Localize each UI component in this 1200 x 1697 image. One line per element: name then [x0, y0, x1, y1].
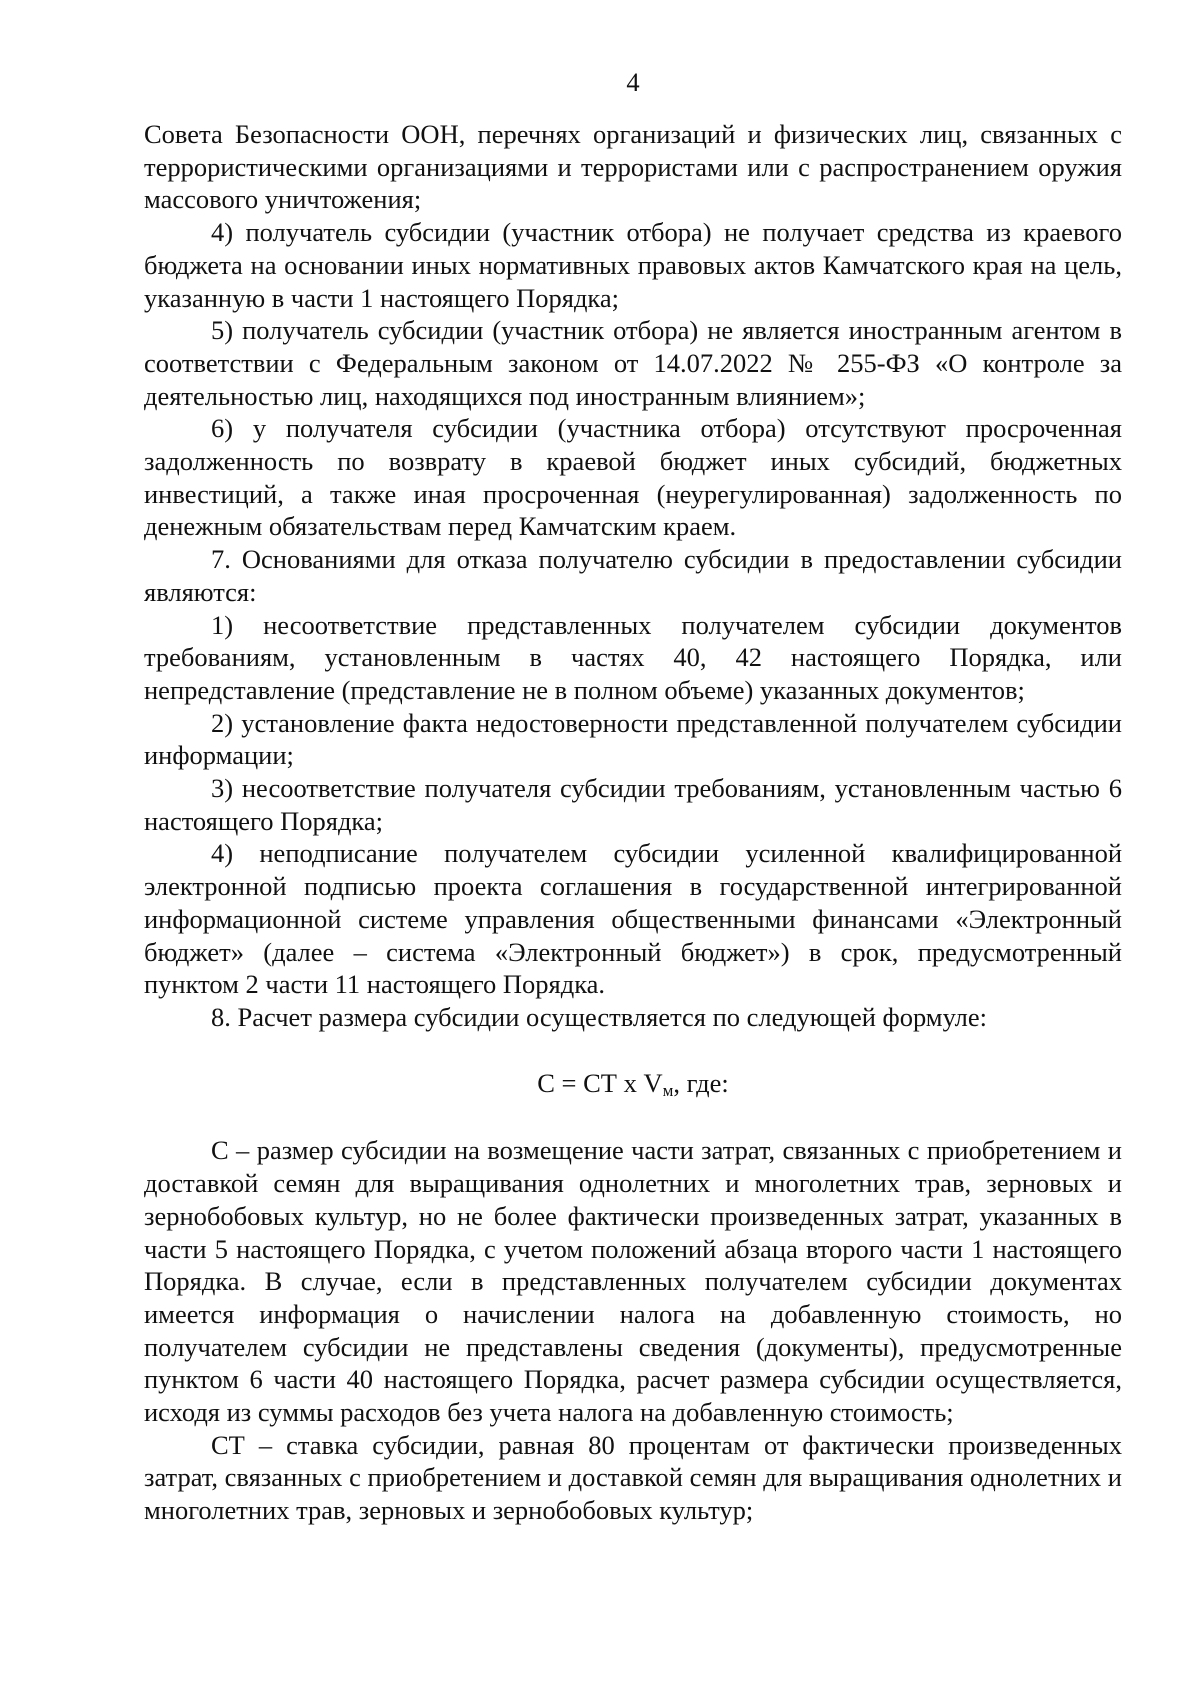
formula-subscript: м — [662, 1080, 674, 1100]
document-body — [144, 118, 1122, 1527]
paragraph-refusal-3: 3) несоответствие получателя субсидии требованиям, установленным частью 6 настоящего Порядка; — [144, 773, 1122, 836]
paragraph-req-6: 6) у получателя субсидии (участника отбора) отсутствуют просроченная задолженность по возврату в краевой бюджет иных субсидий, бюджетных инвестиций, а также иная просроченная (неурегулированная) задолженность по денежным обязательствам перед Камчатским краем. — [144, 413, 1122, 542]
paragraph-refusal-1: 1) несоответствие представленных получателем субсидии документов требованиям, установленным в частях 40, 42 настоящего Порядка, или непредставление (представление не в полном объеме) указанных документов; — [144, 609, 1122, 705]
paragraph-refusal-4: 4) неподписание получателем субсидии усиленной квалифицированной электронной подписью проекта соглашения в государственной интегрированной информационной системе управления общественными финансами «Электронный бюджет» (далее – система «Электронный бюджет») в срок, предусмотренный пунктом 2 части 11 настоящего Порядка. — [144, 838, 1122, 1000]
formula-tail: , где: — [673, 1067, 729, 1098]
paragraph-continuation: Совета Безопасности ООН, перечнях организаций и физических лиц, связанных с террористическими организациями и террористами или с распространением оружия массового уничтожения; — [144, 119, 1122, 215]
paragraph-def-c: С – размер субсидии на возмещение части затрат, связанных с приобретением и доставкой семян для выращивания однолетних и многолетних трав, зерновых и зернобобовых культур, но не более фактически произведенных затрат, указанных в части 5 настоящего Порядка, с учетом положений абзаца второго части 1 настоящего Порядка. В случае, если в представленных получателем субсидии документах имеется информация о начислении налога на добавленную стоимость, но получателем субсидии не представлены сведения (документы), предусмотренные пунктом 6 части 40 настоящего Порядка, расчет размера субсидии осуществляется, исходя из суммы расходов без учета налога на добавленную стоимость; — [144, 1135, 1122, 1428]
paragraphs-after-formula — [144, 1134, 1122, 1526]
paragraphs-before-formula — [144, 118, 1122, 1034]
page-number: 4 — [626, 67, 640, 97]
paragraph-req-5: 5) получатель субсидии (участник отбора) не является иностранным агентом в соответствии с Федеральным законом от 14.07.2022 № 255-ФЗ «О контроле за деятельностью лиц, находящихся под иностранным влиянием»; — [144, 315, 1122, 411]
paragraph-section-8: 8. Расчет размера субсидии осуществляется по следующей формуле: — [211, 1001, 988, 1032]
formula-expression: С = СТ х V — [537, 1067, 663, 1098]
paragraph-refusal-2: 2) установление факта недостоверности представленной получателем субсидии информации; — [144, 707, 1122, 771]
subsidy-formula — [144, 1067, 1122, 1100]
paragraph-def-st: СТ – ставка субсидии, равная 80 процентам от фактически произведенных затрат, связанных с приобретением и доставкой семян для выращивания однолетних и многолетних трав, зерновых и зернобобовых культур; — [144, 1429, 1122, 1526]
paragraph-section-7: 7. Основаниями для отказа получателю субсидии в предоставлении субсидии являются: — [144, 544, 1122, 607]
paragraph-req-4: 4) получатель субсидии (участник отбора) не получает средства из краевого бюджета на основании иных нормативных правовых актов Камчатского края на цель, указанную в части 1 настоящего Порядка; — [144, 217, 1122, 313]
